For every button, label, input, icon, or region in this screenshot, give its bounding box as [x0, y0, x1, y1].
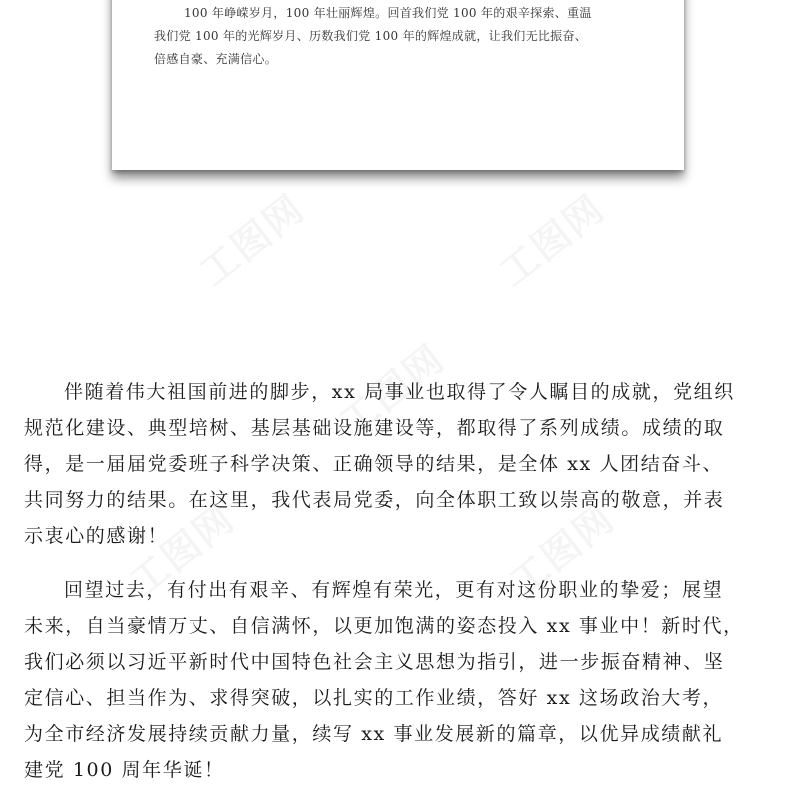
- paragraph-2: [24, 572, 776, 788]
- text-line: 为全市经济发展持续贡献力量，续写 xx 事业发展新的篇章，以优异成绩献礼: [24, 723, 724, 745]
- text-line: 未来，自当豪情万丈、自信满怀，以更加饱满的姿态投入 xx 事业中！新时代，: [24, 615, 744, 637]
- preview-line: 倍感自豪、充满信心。: [154, 52, 278, 66]
- watermark: [486, 179, 614, 296]
- paragraph-1: [24, 374, 776, 554]
- text-line: 定信心、担当作为、求得突破，以扎实的工作业绩，答好 xx 这场政治大考，: [24, 687, 724, 709]
- text-line: 我们必须以习近平新时代中国特色社会主义思想为指引，进一步振奋精神、坚: [24, 651, 725, 673]
- preview-paragraph: [154, 2, 654, 71]
- text-line: 建党 100 周年华诞！: [24, 759, 225, 781]
- watermark: [186, 179, 314, 296]
- preview-line: 我们党 100 年的光辉岁月、历数我们党 100 年的辉煌成就，让我们无比振奋、: [154, 29, 588, 43]
- text-line: 伴随着伟大祖国前进的脚步，xx 局事业也取得了令人瞩目的成就，党组织: [64, 381, 735, 403]
- document-body: [24, 374, 776, 788]
- text-line: 规范化建设、典型培树、基层基础设施建设等，都取得了系列成绩。成绩的取: [24, 417, 725, 439]
- text-line: 回望过去，有付出有艰辛、有辉煌有荣光，更有对这份职业的挚爱；展望: [64, 579, 724, 601]
- document-page-preview: [112, 0, 684, 170]
- text-line: 示衷心的感谢！: [24, 525, 169, 547]
- preview-line: 100 年峥嵘岁月，100 年壮丽辉煌。回首我们党 100 年的艰辛探索、重温: [184, 6, 592, 20]
- text-line: 共同努力的结果。在这里，我代表局党委，向全体职工致以崇高的敬意，并表: [24, 489, 725, 511]
- paragraph-spacer: [24, 554, 776, 572]
- text-line: 得，是一届届党委班子科学决策、正确领导的结果，是全体 xx 人团结奋斗、: [24, 453, 724, 475]
